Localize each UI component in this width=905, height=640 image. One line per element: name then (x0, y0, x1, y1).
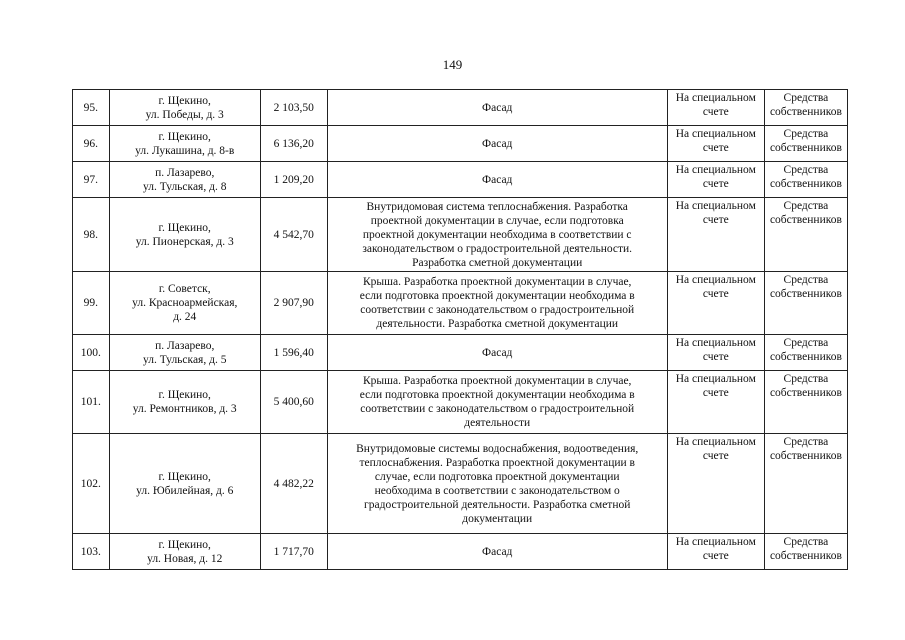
source-line: собственников (769, 214, 842, 226)
address-line: г. Щекино, (158, 470, 211, 483)
work-line: соответствии с законодательством о градостроительной (360, 304, 635, 316)
work-line: деятельности. Разработка сметной документации (376, 318, 619, 330)
address-cell (109, 162, 260, 198)
account-line: счете (702, 178, 729, 190)
account-cell (667, 198, 764, 272)
address-line: ул. Юбилейная, д. 6 (136, 484, 234, 497)
address-cell (109, 371, 260, 434)
work-line: градостроительной деятельности. Разработка сметной (364, 498, 631, 511)
area-cell: 4 542,70 (260, 198, 327, 272)
funding-source-cell (764, 198, 847, 272)
row-number: 101. (73, 371, 110, 434)
work-line: теплоснабжения. Разработка проектной документации в (359, 456, 635, 469)
table-row (73, 434, 848, 534)
source-line: собственников (769, 142, 842, 154)
account-line: На специальном (675, 436, 756, 448)
work-line: необходима в соответствии с законодательством о (374, 484, 620, 497)
source-line: собственников (769, 106, 842, 118)
page-number: 149 (442, 57, 463, 72)
source-line: собственников (769, 450, 842, 462)
work-line: деятельности (464, 417, 531, 429)
work-type-cell (327, 434, 667, 534)
source-line: Средства (783, 164, 829, 176)
table-row (73, 126, 848, 162)
funding-source-cell (764, 272, 847, 335)
area-cell: 5 400,60 (260, 371, 327, 434)
row-number: 96. (73, 126, 110, 162)
work-type-cell (327, 371, 667, 434)
row-number: 97. (73, 162, 110, 198)
work-line: соответствии с законодательством о градостроительной (360, 403, 635, 415)
area-cell: 1 596,40 (260, 335, 327, 371)
account-line: счете (702, 450, 729, 462)
address-line: г. Советск, (158, 283, 211, 295)
address-line: г. Щекино, (158, 94, 211, 107)
work-type-cell (327, 162, 667, 198)
account-line: счете (702, 106, 729, 118)
work-line: законодательством о градостроительной деятельности. (362, 242, 633, 255)
work-type-cell (327, 198, 667, 272)
work-line: Крыша. Разработка проектной документации в случае, (362, 375, 632, 387)
account-cell (667, 162, 764, 198)
work-line: Крыша. Разработка проектной документации в случае, (362, 276, 632, 288)
source-line: Средства (783, 128, 829, 140)
work-line: Внутридомовая система теплоснабжения. Разработка (366, 200, 628, 213)
source-line: собственников (769, 550, 842, 562)
table-row (73, 90, 848, 126)
address-cell (109, 434, 260, 534)
account-line: На специальном (675, 164, 756, 176)
funding-source-cell (764, 335, 847, 371)
work-line: Фасад (482, 173, 513, 186)
address-line: п. Лазарево, (155, 166, 215, 179)
account-line: счете (702, 351, 729, 363)
row-number: 99. (73, 272, 110, 335)
work-line: если подготовка проектной документации необходима в (359, 290, 635, 302)
source-line: собственников (769, 288, 842, 300)
table-row (73, 198, 848, 272)
address-line: г. Щекино, (158, 221, 211, 234)
work-line: Фасад (482, 137, 513, 150)
row-number: 98. (73, 198, 110, 272)
account-cell (667, 434, 764, 534)
address-line: д. 24 (173, 311, 197, 323)
area-cell: 4 482,22 (260, 434, 327, 534)
funding-source-cell (764, 126, 847, 162)
area-cell: 2 103,50 (260, 90, 327, 126)
funding-source-cell (764, 434, 847, 534)
work-type-cell (327, 534, 667, 570)
source-line: Средства (783, 200, 829, 212)
work-type-cell (327, 335, 667, 371)
source-line: Средства (783, 337, 829, 349)
area-cell: 6 136,20 (260, 126, 327, 162)
address-line: г. Щекино, (158, 389, 211, 401)
source-line: Средства (783, 373, 829, 385)
account-line: На специальном (675, 128, 756, 140)
work-type-cell (327, 126, 667, 162)
account-cell (667, 534, 764, 570)
address-line: г. Щекино, (158, 538, 211, 551)
account-line: счете (702, 387, 729, 399)
address-line: ул. Лукашина, д. 8-в (135, 144, 235, 157)
address-cell (109, 126, 260, 162)
address-line: ул. Пионерская, д. 3 (135, 235, 234, 248)
address-cell (109, 335, 260, 371)
work-line: если подготовка проектной документации необходима в (359, 389, 635, 401)
funding-source-cell (764, 534, 847, 570)
area-cell: 1 209,20 (260, 162, 327, 198)
source-line: Средства (783, 92, 829, 104)
address-line: ул. Красноармейская, (132, 297, 238, 309)
work-line: Внутридомовые системы водоснабжения, водоотведения, (356, 442, 639, 455)
table-row (73, 534, 848, 570)
row-number: 100. (73, 335, 110, 371)
account-cell (667, 371, 764, 434)
source-line: Средства (783, 274, 829, 286)
table-row (73, 272, 848, 335)
source-line: собственников (769, 178, 842, 190)
address-line: ул. Тульская, д. 5 (143, 353, 227, 366)
account-line: На специальном (675, 200, 756, 212)
funding-source-cell (764, 90, 847, 126)
account-line: счете (702, 142, 729, 154)
address-cell (109, 534, 260, 570)
account-cell (667, 272, 764, 335)
source-line: Средства (783, 536, 829, 548)
work-type-cell (327, 272, 667, 335)
address-line: п. Лазарево, (155, 339, 215, 352)
account-line: На специальном (675, 92, 756, 104)
account-cell (667, 90, 764, 126)
account-cell (667, 335, 764, 371)
source-line: Средства (783, 436, 829, 448)
work-line: Фасад (482, 101, 513, 114)
row-number: 95. (73, 90, 110, 126)
work-line: Фасад (482, 346, 513, 359)
row-number: 102. (73, 434, 110, 534)
source-line: собственников (769, 387, 842, 399)
account-line: На специальном (675, 373, 756, 385)
address-line: г. Щекино, (158, 130, 211, 143)
work-type-cell (327, 90, 667, 126)
work-line: документации (462, 512, 533, 525)
capital-repair-table (72, 89, 848, 570)
address-line: ул. Тульская, д. 8 (143, 180, 227, 193)
work-line: случае, если подготовка проектной документации (374, 470, 620, 483)
address-line: ул. Ремонтников, д. 3 (132, 403, 237, 415)
address-cell (109, 272, 260, 335)
account-cell (667, 126, 764, 162)
source-line: собственников (769, 351, 842, 363)
table-body (73, 90, 848, 570)
table-row (73, 371, 848, 434)
account-line: счете (702, 288, 729, 300)
work-line: Фасад (482, 545, 513, 558)
funding-source-cell (764, 371, 847, 434)
work-line: проектной документации необходима в соответствии с (362, 228, 632, 241)
funding-source-cell (764, 162, 847, 198)
account-line: счете (702, 550, 729, 562)
account-line: счете (702, 214, 729, 226)
account-line: На специальном (675, 274, 756, 286)
area-cell: 2 907,90 (260, 272, 327, 335)
table-row (73, 335, 848, 371)
address-cell (109, 198, 260, 272)
account-line: На специальном (675, 536, 756, 548)
work-line: проектной документации в случае, если подготовка (370, 214, 624, 227)
address-cell (109, 90, 260, 126)
account-line: На специальном (675, 337, 756, 349)
address-line: ул. Победы, д. 3 (145, 108, 224, 121)
row-number: 103. (73, 534, 110, 570)
table-row (73, 162, 848, 198)
address-line: ул. Новая, д. 12 (147, 552, 223, 565)
work-line: Разработка сметной документации (412, 256, 583, 269)
area-cell: 1 717,70 (260, 534, 327, 570)
